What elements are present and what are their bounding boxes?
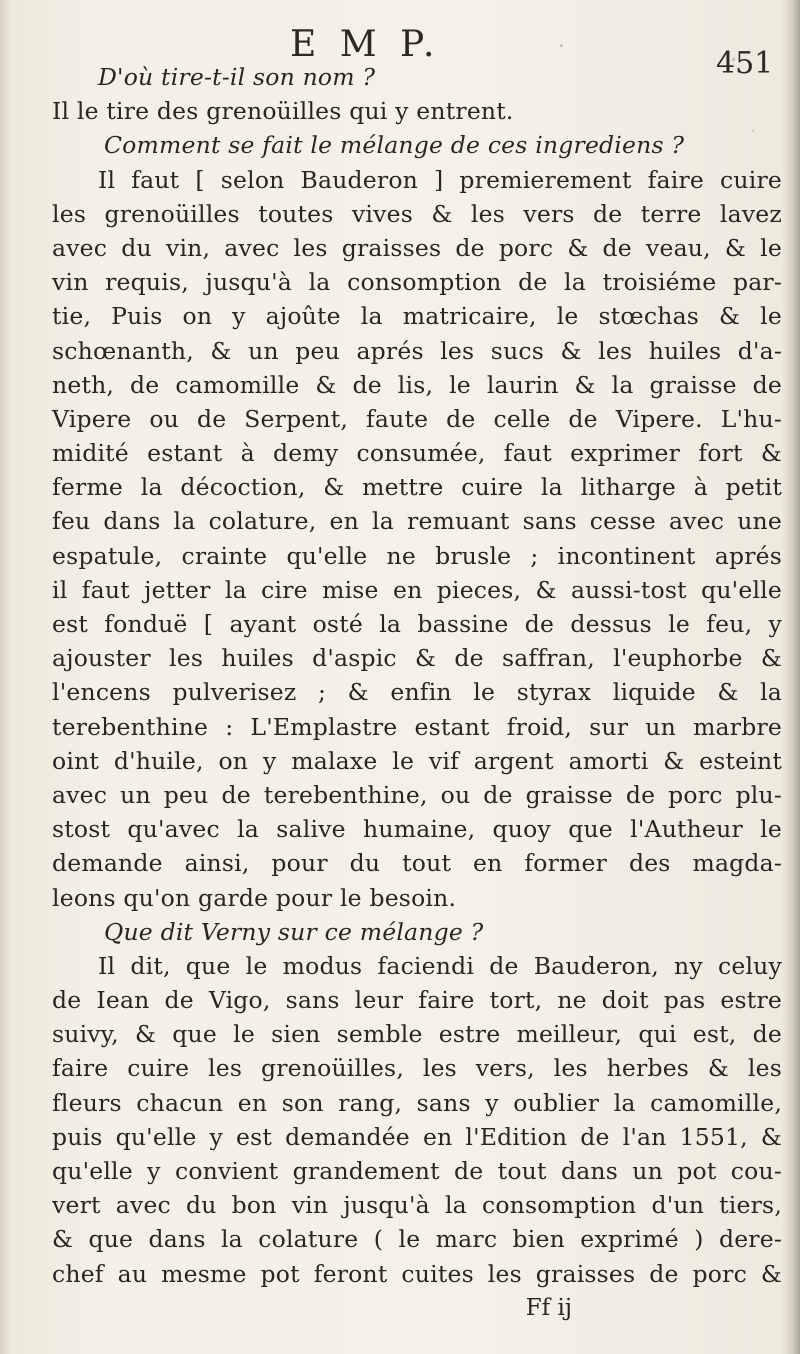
- running-head-title: E M P.: [290, 24, 441, 65]
- text-line: neth, de camomille & de lis, le laurin & la graisse de: [52, 370, 782, 399]
- text-line: espatule, crainte qu'elle ne brusle ; incontinent aprés: [52, 541, 782, 570]
- text-line: schœnanth, & un peu aprés les sucs & les huiles d'a-: [52, 336, 782, 365]
- text-line: terebenthine : L'Emplastre estant froid, sur un marbre: [52, 712, 782, 741]
- text-line: qu'elle y convient grandement de tout dans un pot cou-: [52, 1157, 782, 1185]
- paper-speck: [732, 58, 735, 61]
- text-line: vin requis, jusqu'à la consomption de la troisiéme par-: [52, 268, 782, 297]
- text-line: l'encens pulverisez ; & enfin le styrax liquide & la: [52, 678, 782, 707]
- text-line: puis qu'elle y est demandée en l'Edition de l'an 1551, &: [52, 1122, 782, 1151]
- text-line: il faut jetter la cire mise en pieces, & aussi-tost qu'elle: [52, 575, 782, 604]
- page-edge-shadow-left: [0, 0, 10, 1354]
- text-line: Comment se fait le mélange de ces ingrediens ?: [104, 131, 685, 160]
- text-line: feu dans la colature, en la remuant sans cesse avec une: [52, 507, 782, 536]
- paper-speck: [560, 44, 563, 47]
- text-line: suivy, & que le sien semble estre meilleur, qui est, de: [52, 1020, 782, 1049]
- text-line: de Iean de Vigo, sans leur faire tort, ne doit pas estre: [52, 986, 782, 1015]
- text-line: midité estant à demy consumée, faut exprimer fort &: [52, 439, 782, 468]
- text-line: avec du vin, avec les graisses de porc & de veau, & le: [52, 233, 782, 262]
- text-line: & que dans la colature ( le marc bien exprimé ) dere-: [52, 1225, 782, 1254]
- text-line: Il dit, que le modus faciendi de Bauderon, ny celuy: [98, 951, 782, 980]
- text-line: D'où tire-t-il son nom ?: [98, 63, 376, 91]
- text-line: chef au mesme pot feront cuites les graisses de porc &: [52, 1259, 782, 1288]
- text-line: ajouster les huiles d'aspic & de saffran, l'euphorbe &: [52, 644, 782, 673]
- text-line: Que dit Verny sur ce mélange ?: [104, 917, 484, 946]
- text-line: Il faut [ selon Bauderon ] premierement faire cuire: [98, 165, 782, 194]
- page-edge-shadow-right: [782, 0, 800, 1354]
- text-line: les grenoüilles toutes vives & les vers de terre lavez: [52, 199, 782, 228]
- text-line: Vipere ou de Serpent, faute de celle de Vipere. L'hu-: [52, 404, 782, 433]
- body-text: [52, 60, 782, 1325]
- text-line: est fonduë [ ayant osté la bassine de dessus le feu, y: [52, 610, 782, 638]
- text-line: tie, Puis on y ajoûte la matricaire, le stœchas & le: [52, 302, 782, 331]
- paper-speck: [752, 130, 754, 132]
- text-line: fleurs chacun en son rang, sans y oublier la camomille,: [52, 1088, 782, 1117]
- text-line: oint d'huile, on y malaxe le vif argent amorti & esteint: [52, 746, 782, 775]
- text-line: avec un peu de terebenthine, ou de graisse de porc plu-: [52, 780, 782, 809]
- text-line: stost qu'avec la salive humaine, quoy que l'Autheur le: [52, 815, 782, 844]
- text-line: faire cuire les grenoüilles, les vers, les herbes & les: [52, 1054, 782, 1083]
- text-line: ferme la décoction, & mettre cuire la litharge à petit: [52, 473, 782, 502]
- text-line: Il le tire des grenoüilles qui y entrent.: [52, 97, 514, 126]
- signature-mark: Ff ij: [525, 1294, 572, 1321]
- page-number: 451: [716, 46, 774, 81]
- text-line: demande ainsi, pour du tout en former des magda-: [52, 849, 782, 878]
- text-line: vert avec du bon vin jusqu'à la consomption d'un tiers,: [52, 1191, 782, 1220]
- text-line: leons qu'on garde pour le besoin.: [52, 883, 457, 912]
